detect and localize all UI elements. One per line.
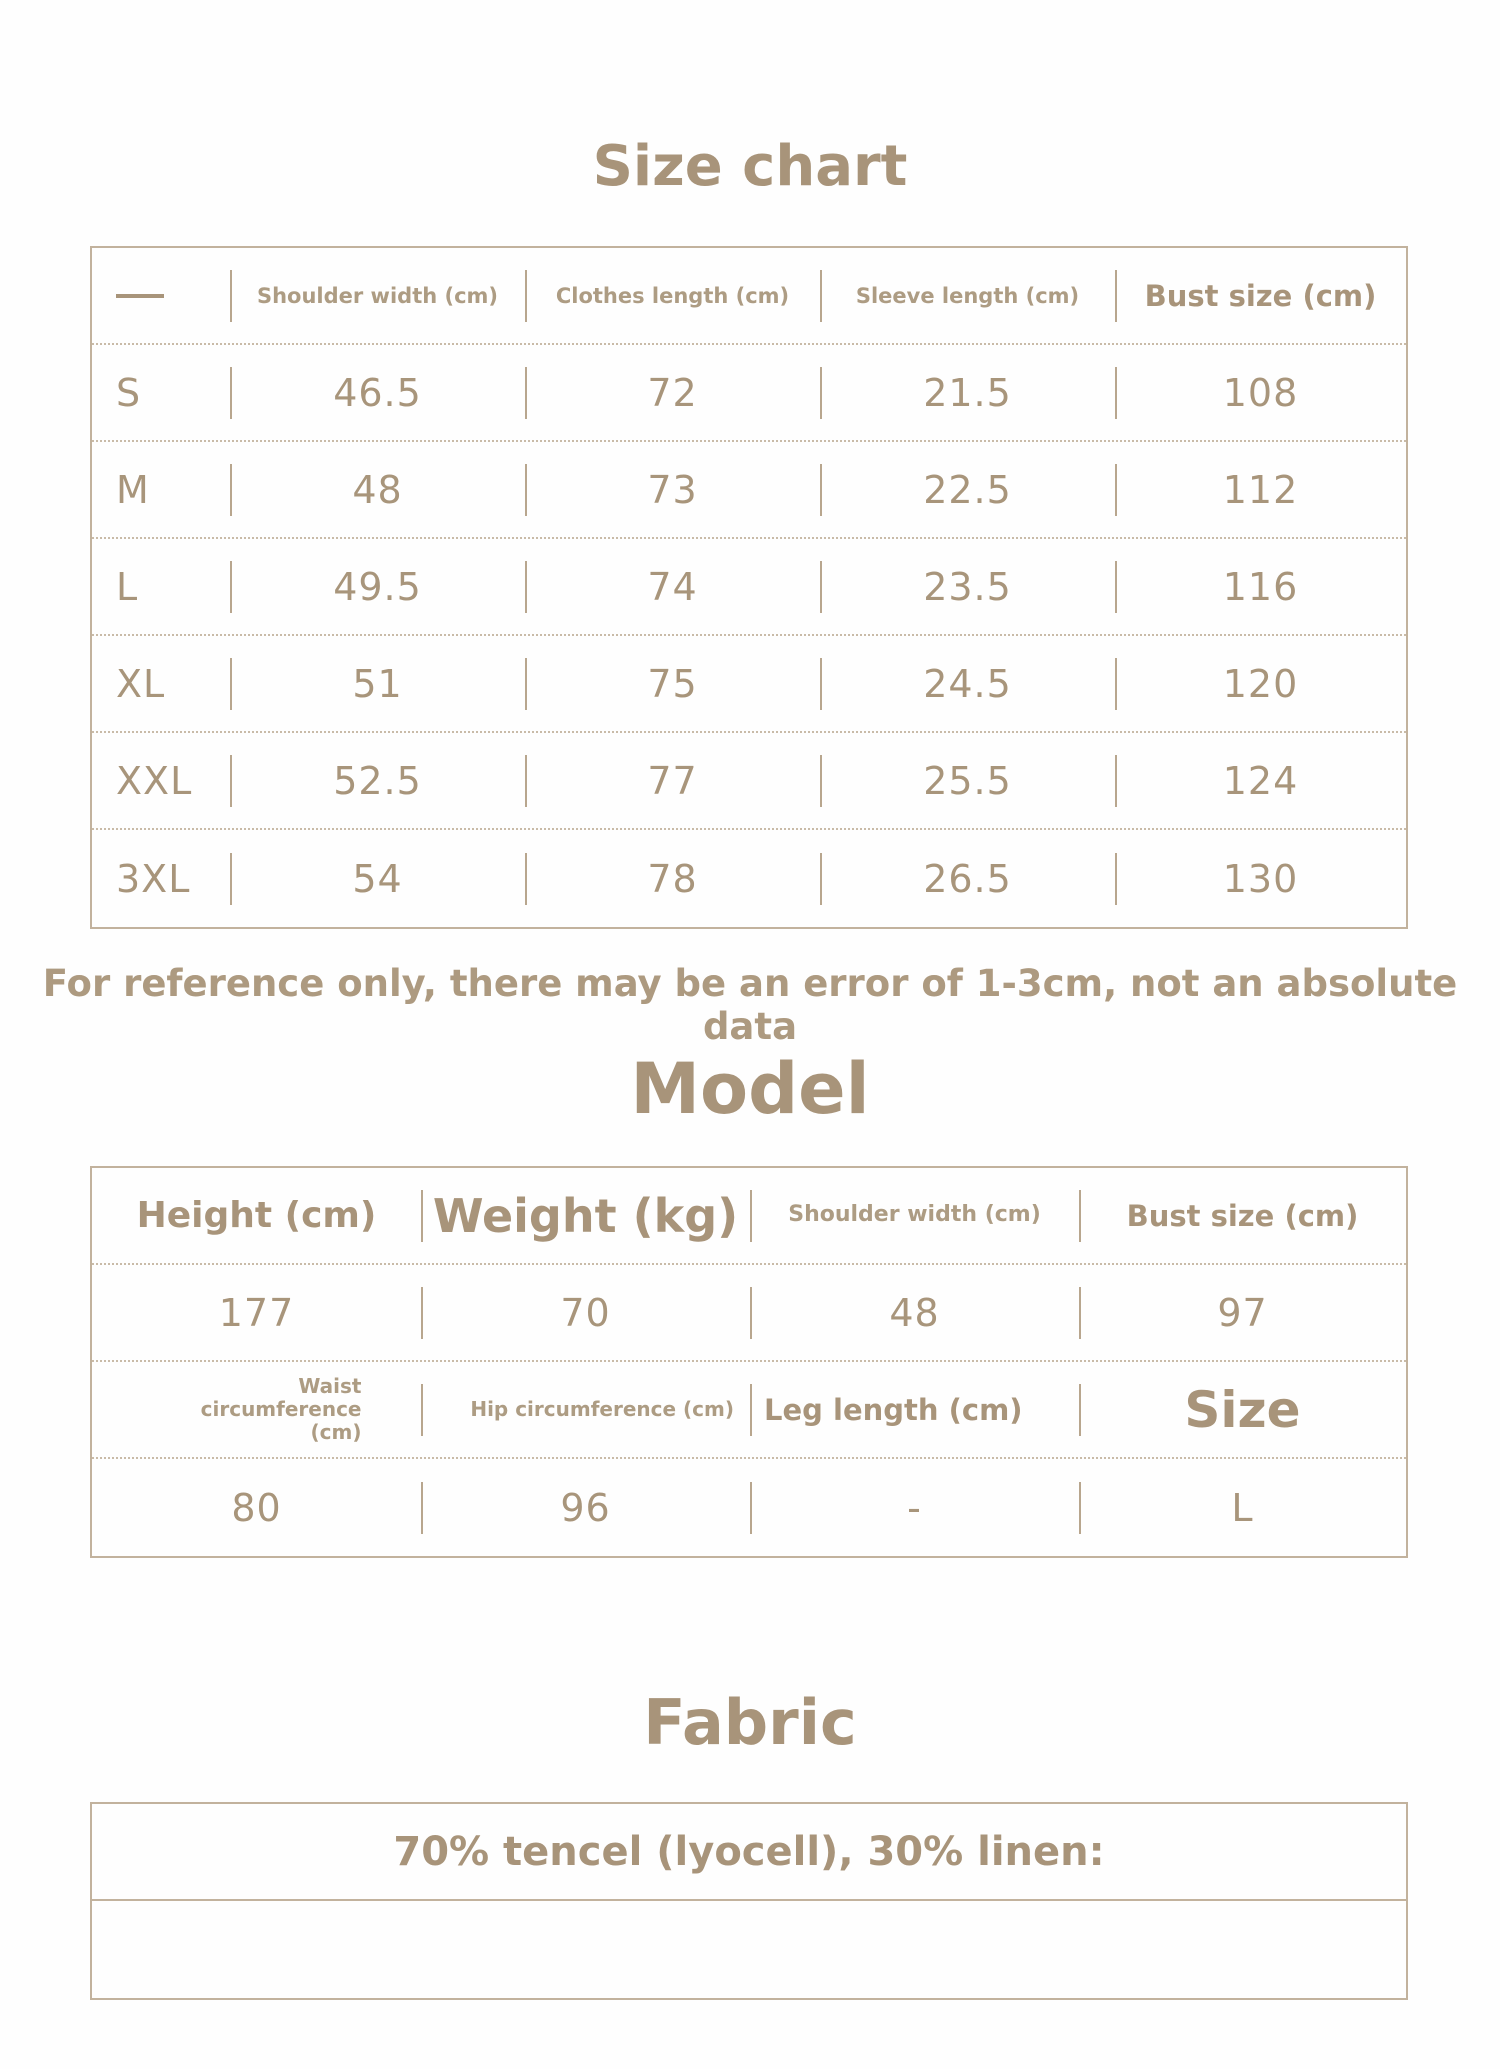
shoulder-value: 46.5	[230, 345, 525, 440]
shoulder-value: 51	[230, 636, 525, 731]
length-value: 78	[525, 830, 820, 927]
bust-value: 97	[1079, 1265, 1406, 1360]
fabric-composition: 70% tencel (lyocell), 30% linen:	[393, 1828, 1105, 1875]
table-row	[92, 345, 1406, 442]
sleeve-value: 22.5	[820, 442, 1115, 537]
size-label: L	[116, 564, 139, 609]
model-table	[90, 1166, 1408, 1558]
header-shoulder-width: Shoulder width (cm)	[230, 248, 525, 343]
sleeve-value: 26.5	[820, 830, 1115, 927]
table-row	[92, 1459, 1406, 1556]
shoulder-value: 49.5	[230, 539, 525, 634]
header-bust-size: Bust size (cm)	[1115, 248, 1406, 343]
header-leg-length: Leg length (cm)	[750, 1362, 1079, 1457]
sleeve-value: 23.5	[820, 539, 1115, 634]
length-value: 75	[525, 636, 820, 731]
table-row	[92, 442, 1406, 539]
size-chart-header-row	[92, 248, 1406, 345]
size-label: 3XL	[116, 856, 191, 901]
length-value: 72	[525, 345, 820, 440]
header-clothes-length: Clothes length (cm)	[525, 248, 820, 343]
leg-length-value: -	[750, 1459, 1079, 1556]
model-header-row	[92, 1168, 1406, 1265]
fabric-empty-row	[92, 1901, 1406, 1998]
weight-value: 70	[421, 1265, 750, 1360]
size-chart-title: Size chart	[592, 134, 908, 199]
model-header-row	[92, 1362, 1406, 1459]
shoulder-value: 54	[230, 830, 525, 927]
size-header-cell	[92, 248, 230, 343]
hip-value: 96	[421, 1459, 750, 1556]
table-row	[92, 830, 1406, 927]
size-label: XXL	[116, 758, 193, 803]
bust-value: 112	[1115, 442, 1406, 537]
bust-value: 124	[1115, 733, 1406, 828]
height-value: 177	[218, 1290, 295, 1335]
shoulder-value: 48	[750, 1265, 1079, 1360]
length-value: 77	[525, 733, 820, 828]
fabric-table	[90, 1802, 1408, 2000]
bust-value: 120	[1115, 636, 1406, 731]
header-waist: Waist circumference (cm)	[200, 1374, 362, 1444]
sleeve-value: 24.5	[820, 636, 1115, 731]
fabric-title: Fabric	[643, 1686, 857, 1759]
table-row	[92, 636, 1406, 733]
shoulder-value: 48	[230, 442, 525, 537]
header-sleeve-length: Sleeve length (cm)	[820, 248, 1115, 343]
model-title: Model	[630, 1048, 870, 1130]
fabric-row	[92, 1804, 1406, 1901]
bust-value: 108	[1115, 345, 1406, 440]
length-value: 74	[525, 539, 820, 634]
header-hip: Hip circumference (cm)	[421, 1362, 750, 1457]
shoulder-value: 52.5	[230, 733, 525, 828]
bust-value: 116	[1115, 539, 1406, 634]
size-value: L	[1079, 1459, 1406, 1556]
size-chart-table	[90, 246, 1408, 929]
table-row	[92, 539, 1406, 636]
size-label: M	[116, 467, 150, 512]
size-label: XL	[116, 661, 166, 706]
sleeve-value: 21.5	[820, 345, 1115, 440]
header-weight: Weight (kg)	[421, 1168, 750, 1263]
header-size: Size	[1079, 1362, 1406, 1457]
length-value: 73	[525, 442, 820, 537]
bust-value: 130	[1115, 830, 1406, 927]
dash-mark-icon	[116, 294, 164, 298]
header-shoulder-width: Shoulder width (cm)	[750, 1168, 1079, 1263]
header-height: Height (cm)	[136, 1195, 377, 1236]
waist-value: 80	[231, 1485, 282, 1530]
table-row	[92, 733, 1406, 830]
table-row	[92, 1265, 1406, 1362]
sleeve-value: 25.5	[820, 733, 1115, 828]
size-label: S	[116, 370, 142, 415]
header-bust-size: Bust size (cm)	[1079, 1168, 1406, 1263]
reference-note: For reference only, there may be an error of 1-3cm, not an absolute data	[42, 962, 1458, 1048]
